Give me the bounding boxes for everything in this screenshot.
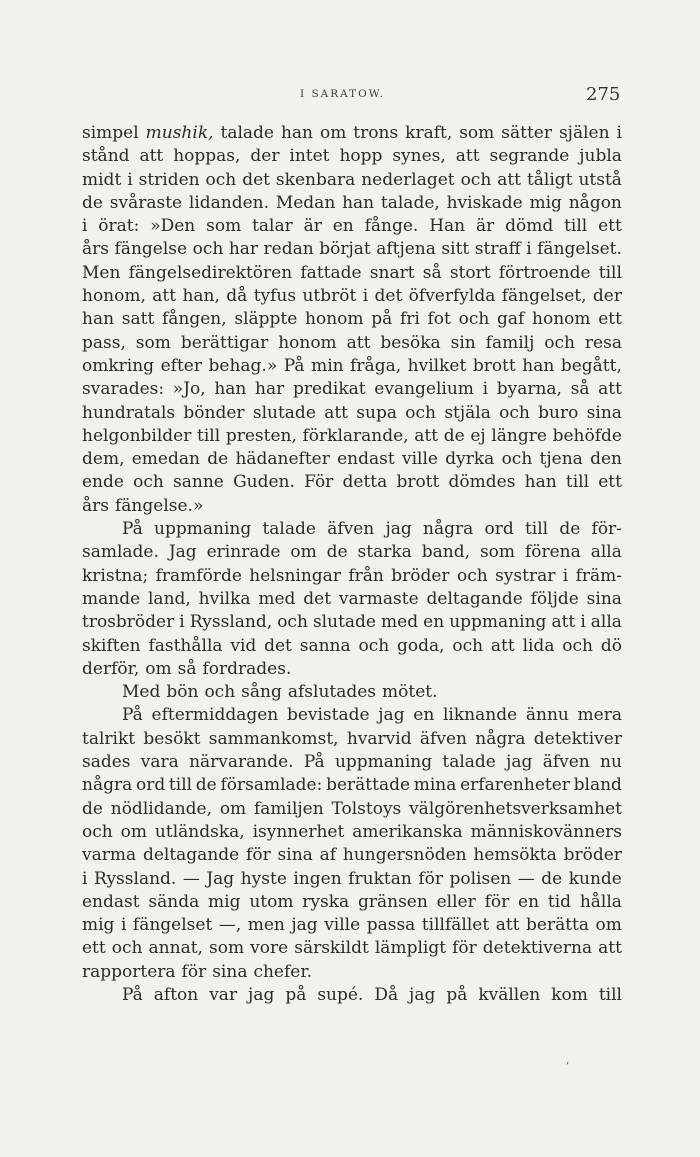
text-line: Men fängelsedirektören fattade snart så stort förtroende till xyxy=(82,262,622,283)
text-line: sades vara närvarande. På uppmaning talade jag äfven nu xyxy=(82,752,622,773)
text-line: dem, emedan de hädanefter endast ville dyrka och tjena den xyxy=(82,449,622,470)
text-line: trosbröder i Ryssland, och slutade med en uppmaning att i alla xyxy=(82,612,622,633)
text-line: ende och sanne Guden. För detta brott dömdes han till ett xyxy=(82,472,622,493)
text-line: midt i striden och det skenbara nederlaget och att tåligt utstå xyxy=(82,169,622,190)
text-line: varma deltagande för sina af hungersnöden hemsökta bröder xyxy=(82,845,622,866)
text-line: års fängelse och har redan börjat aftjena sitt straff i fängelset. xyxy=(82,239,622,260)
running-head: I SARATOW. xyxy=(300,88,386,100)
text-line: stånd att hoppas, der intet hopp synes, att segrande jubla xyxy=(82,146,622,167)
text-line: omkring efter behag.» På min fråga, hvilket brott han begått, xyxy=(82,355,622,376)
text-line: hundratals bönder slutade att supa och stjäla och buro sina xyxy=(82,402,622,423)
text-line: På afton var jag på supé. Då jag på kvällen kom till xyxy=(122,984,622,1005)
body-text xyxy=(82,122,622,1007)
text-line: simpel mushik, talade han om trons kraft, som sätter själen i xyxy=(82,123,622,143)
text-line: skiften fasthålla vid det sanna och goda, och att lida och dö xyxy=(82,635,622,656)
text-line: Med bön och sång afslutades mötet. xyxy=(122,682,438,703)
text-line: talrikt besökt sammankomst, hvarvid äfven några detektiver xyxy=(82,728,622,749)
text-line: de svåraste lidanden. Medan han talade, hviskade mig någon xyxy=(82,192,622,213)
text-line: års fängelse.» xyxy=(82,495,204,516)
text-line: mande land, hvilka med det varmaste deltagande följde sina xyxy=(82,588,622,609)
text-line: mig i fängelset —, men jag ville passa tillfället att berätta om xyxy=(82,915,622,936)
text-line: På uppmaning talade äfven jag några ord till de för- xyxy=(122,519,622,540)
text-line: svarades: »Jo, han har predikat evangelium i byarna, så att xyxy=(82,379,622,400)
text-line: i Ryssland. — Jag hyste ingen fruktan för polisen — de kunde xyxy=(82,868,622,889)
text-line: och om utländska, isynnerhet amerikanska människovänners xyxy=(82,821,622,842)
text-line: kristna; framförde helsningar från bröder och systrar i främ- xyxy=(82,565,622,586)
page-number: 275 xyxy=(586,84,621,105)
text-line: På eftermiddagen bevistade jag en liknande ännu mera xyxy=(122,705,622,726)
text-line: han satt fången, släppte honom på fri fot och gaf honom ett xyxy=(82,309,622,330)
text-line: helgonbilder till presten, förklarande, att de ej längre behöfde xyxy=(82,425,622,446)
text-line: rapportera för sina chefer. xyxy=(82,961,312,982)
text-line: endast sända mig utom ryska gränsen eller för en tid hålla xyxy=(82,891,622,912)
text-line: några ord till de församlade: berättade mina erfarenheter bland xyxy=(82,775,622,796)
stray-mark: ‚ xyxy=(566,1055,570,1066)
text-line: pass, som berättigar honom att besöka sin familj och resa xyxy=(82,332,622,353)
text-line: ett och annat, som vore särskildt lämpligt för detektiverna att xyxy=(82,938,622,959)
text-line: derför, om så fordrades. xyxy=(82,658,292,679)
text-line: i örat: »Den som talar är en fånge. Han är dömd till ett xyxy=(82,216,622,237)
text-line: de nödlidande, om familjen Tolstoys välgörenhetsverksamhet xyxy=(82,798,622,819)
text-line: samlade. Jag erinrade om de starka band, som förena alla xyxy=(82,542,622,563)
text-line: honom, att han, då tyfus utbröt i det öfverfylda fängelset, der xyxy=(82,286,622,307)
